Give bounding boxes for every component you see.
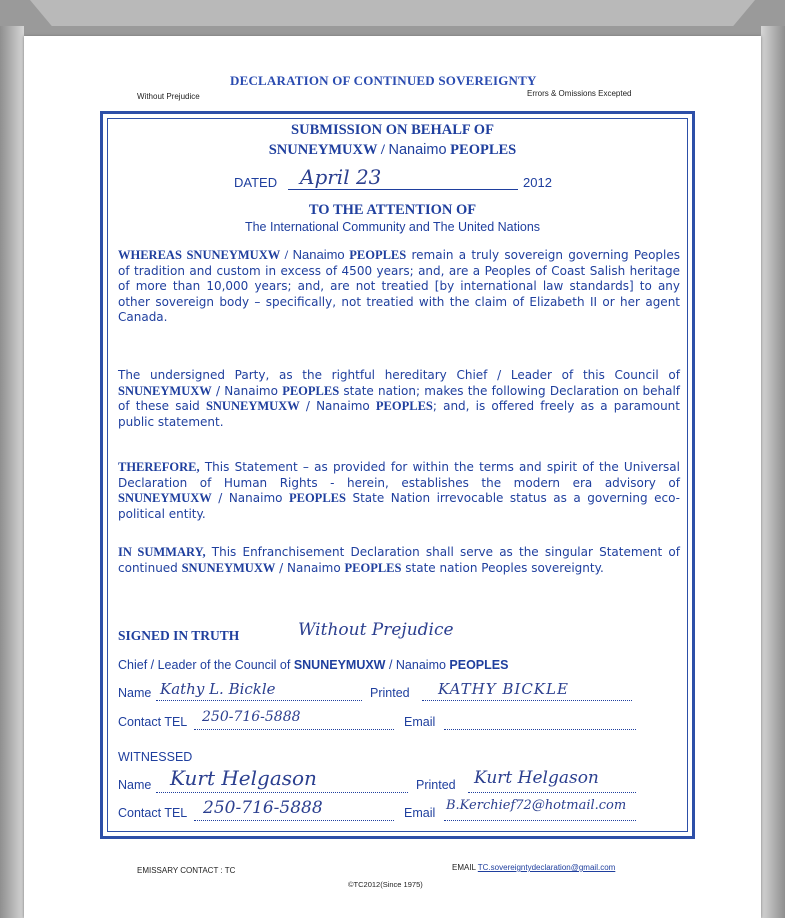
frame-right [761,26,785,918]
errors-omissions-note: Errors & Omissions Excepted [527,89,632,98]
witness-name-dotted-line [156,792,408,793]
dated-label: DATED [234,175,278,190]
witness-email-label: Email [404,806,436,820]
frame-left [0,26,24,918]
chief-leader-line: Chief / Leader of the Council of SNUNEYMUXW / Nanaimo PEOPLES [118,658,509,672]
copyright-note: ©TC2012(Since 1975) [348,880,423,889]
witness-signature: Kurt Helgason [170,766,317,790]
dated-year: 2012 [523,175,552,190]
attention-title: TO THE ATTENTION OF [308,202,477,218]
declaration-title: DECLARATION OF CONTINUED SOVEREIGNTY [230,73,537,88]
contact-tel-handwriting: 250-716-5888 [202,709,301,725]
signed-handwriting: Without Prejudice [298,620,454,640]
footer-email-link[interactable]: TC.sovereigntydeclaration@gmail.com [477,863,616,872]
witness-email-handwriting: B.Kerchief72@hotmail.com [446,798,627,813]
witness-name-label: Name [118,778,152,792]
contact-tel-dotted-line [194,729,394,730]
frame-top-bevel [30,0,755,26]
witnessed-label: WITNESSED [118,750,193,764]
name-label: Name [118,686,152,700]
emissary-contact: EMISSARY CONTACT : TC [137,866,236,875]
submission-subtitle: SNUNEYMUXW / Nanaimo PEOPLES [268,142,517,158]
summary-paragraph: IN SUMMARY, This Enfranchisement Declaration shall serve as the singular Statement of continued SNUNEYMUXW / Nanaimo PEOPLES state nation Peoples sovereignty. [118,545,681,575]
without-prejudice-note: Without Prejudice [137,92,200,101]
dated-handwriting: April 23 [300,165,382,189]
witness-printed-label: Printed [416,778,456,792]
email-dotted-line [444,729,636,730]
undersigned-paragraph: The undersigned Party, as the rightful hereditary Chief / Leader of this Council of SNUNEYMUXW / Nanaimo PEOPLES state nation; makes the following Declaration on behalf of these said SNUNEYMUXW / Nanaimo PEOPLES; and, is offered freely as a paramount public statement. [118,368,680,429]
witness-printed-dotted-line [468,792,636,793]
printed-name-handwriting: KATHY BICKLE [438,680,569,698]
witness-email-dotted-line [444,820,636,821]
witness-printed-handwriting: Kurt Helgason [474,768,599,788]
printed-dotted-line [422,700,632,701]
witness-contact-tel-label: Contact TEL [118,806,188,820]
name-dotted-line [156,700,362,701]
witness-contact-handwriting: 250-716-5888 [203,798,323,818]
therefore-paragraph: THEREFORE, This Statement – as provided for within the terms and spirit of the Universal Declaration of Human Rights - herein, establishes the modern era advisory of SNUNEYMUXW / Nanaimo PEOPLES State Nation irrevocable status as a governing eco-political entity. [118,460,681,521]
submission-title: SUBMISSION ON BEHALF OF [291,122,494,138]
email-label: Email [404,715,436,729]
contact-tel-label: Contact TEL [118,715,188,729]
printed-label: Printed [370,686,410,700]
name-signature: Kathy L. Bickle [160,680,276,698]
dated-line [288,189,518,190]
witness-contact-dotted-line [194,820,394,821]
attention-subtitle: The International Community and The United Nations [244,220,541,234]
whereas-paragraph: WHEREAS SNUNEYMUXW / Nanaimo PEOPLES remain a truly sovereign governing Peoples of tradition and custom in excess of 4500 years; and, are a Peoples of Coast Salish heritage of more than 10,000 years; and, are not treatied [by international law standards] to any other sovereign body – specifically, not treatied with the claim of Elizabeth II or her agent Canada. [118,247,681,325]
footer-email: EMAIL TC.sovereigntydeclaration@gmail.com [452,863,616,872]
signed-in-truth-label: SIGNED IN TRUTH [118,628,240,643]
